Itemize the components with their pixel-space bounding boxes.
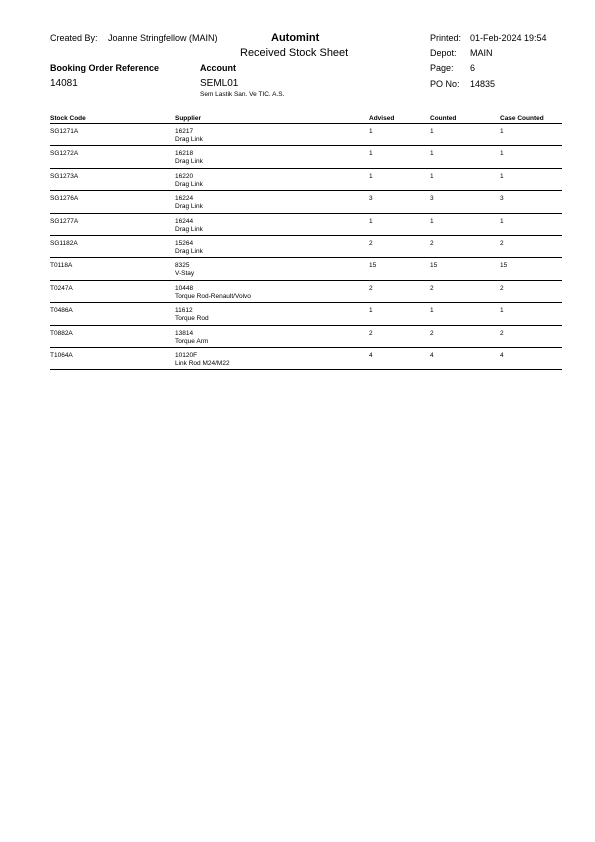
case-counted-qty: 1 <box>500 217 504 225</box>
booking-label: Booking Order Reference <box>50 63 160 73</box>
description: Torque Rod-Renault/Volvo <box>175 292 251 300</box>
description: Drag Link <box>175 203 203 211</box>
advised-qty: 1 <box>369 217 373 225</box>
supplier-code: 16217 <box>175 128 194 135</box>
table-row <box>50 124 562 146</box>
created-by-value: Joanne Stringfellow (MAIN) <box>108 33 218 43</box>
table-row <box>50 303 562 325</box>
table-row <box>50 258 562 280</box>
description: Drag Link <box>175 180 203 188</box>
page-number: 6 <box>470 63 476 73</box>
advised-qty: 1 <box>369 128 373 135</box>
supplier-code: 11612 <box>175 307 193 315</box>
table-row <box>50 236 562 258</box>
counted-qty: 3 <box>430 195 434 203</box>
po-number: 14835 <box>470 79 496 89</box>
supplier-code: 15264 <box>175 239 194 247</box>
stock-code: SG1271A <box>50 128 79 135</box>
advised-qty: 4 <box>369 351 373 359</box>
supplier-code: 13814 <box>175 329 194 337</box>
description: Drag Link <box>175 136 203 143</box>
description: Drag Link <box>175 225 203 233</box>
case-counted-qty: 3 <box>500 195 504 203</box>
company-name: Automint <box>271 32 320 44</box>
stock-code: SG1276A <box>50 195 79 203</box>
table-row <box>50 214 562 236</box>
stock-code: SG1182A <box>50 239 78 247</box>
table-row <box>50 191 562 213</box>
column-case-counted: Case Counted <box>500 115 544 122</box>
case-counted-qty: 1 <box>500 307 504 315</box>
case-counted-qty: 2 <box>500 329 504 337</box>
table-row <box>50 281 562 303</box>
stock-table <box>0 124 595 370</box>
page-label: Page: <box>430 63 454 73</box>
stock-code: T1064A <box>50 351 73 359</box>
counted-qty: 1 <box>430 172 434 180</box>
advised-qty: 2 <box>369 239 373 247</box>
account-code: SEML01 <box>200 78 239 89</box>
description: V-Stay <box>175 270 195 278</box>
table-row <box>50 348 562 370</box>
counted-qty: 15 <box>430 262 438 270</box>
supplier-code: 8325 <box>175 262 190 270</box>
counted-qty: 1 <box>430 307 434 315</box>
advised-qty: 1 <box>369 307 373 315</box>
case-counted-qty: 2 <box>500 284 504 292</box>
case-counted-qty: 2 <box>500 239 504 247</box>
column-counted: Counted <box>430 115 457 122</box>
counted-qty: 2 <box>430 239 434 247</box>
advised-qty: 1 <box>369 172 373 180</box>
advised-qty: 2 <box>369 284 373 292</box>
description: Drag Link <box>175 247 203 255</box>
counted-qty: 1 <box>430 217 434 225</box>
description: Torque Rod <box>175 315 209 323</box>
case-counted-qty: 15 <box>500 262 508 270</box>
supplier-code: 16224 <box>175 195 194 203</box>
account-name: Sem Lastik San. Ve TIC. A.S. <box>200 91 285 98</box>
counted-qty: 2 <box>430 284 434 292</box>
case-counted-qty: 1 <box>500 150 504 158</box>
case-counted-qty: 4 <box>500 351 504 359</box>
advised-qty: 15 <box>369 262 377 270</box>
supplier-code: 16220 <box>175 172 194 180</box>
stock-code: SG1277A <box>50 217 79 225</box>
case-counted-qty: 1 <box>500 128 504 135</box>
advised-qty: 2 <box>369 329 373 337</box>
advised-qty: 3 <box>369 195 373 203</box>
stock-code: SG1272A <box>50 150 79 158</box>
po-label: PO No: <box>430 79 460 89</box>
stock-code: T0882A <box>50 329 73 337</box>
table-row <box>50 146 562 168</box>
counted-qty: 2 <box>430 329 434 337</box>
supplier-code: 10448 <box>175 284 194 292</box>
counted-qty: 4 <box>430 351 434 359</box>
stock-code: T0118A <box>50 262 73 270</box>
printed-label: Printed: <box>430 33 462 43</box>
counted-qty: 1 <box>430 150 434 158</box>
stock-code: SG1273A <box>50 172 79 180</box>
supplier-code: 16218 <box>175 150 194 158</box>
created-by-label: Created By: <box>50 33 98 43</box>
description: Drag Link <box>175 158 203 166</box>
case-counted-qty: 1 <box>500 172 504 180</box>
advised-qty: 1 <box>369 150 373 158</box>
table-row <box>50 326 562 348</box>
stock-code: T0247A <box>50 284 73 292</box>
column-stock-code: Stock Code <box>50 115 86 122</box>
column-advised: Advised <box>369 115 395 122</box>
stock-code: T0486A <box>50 307 73 315</box>
description: Torque Arm <box>175 337 209 345</box>
depot-label: Depot: <box>430 48 457 58</box>
counted-qty: 1 <box>430 128 434 135</box>
table-row <box>50 169 562 191</box>
description: Link Rod M24/M22 <box>175 359 230 367</box>
supplier-code: 16244 <box>175 217 194 225</box>
booking-reference: 14081 <box>50 78 78 89</box>
depot-value: MAIN <box>470 48 493 58</box>
supplier-code: 10120F <box>175 351 198 359</box>
page-title: Received Stock Sheet <box>240 47 349 59</box>
account-label: Account <box>200 63 236 73</box>
printed-value: 01-Feb-2024 19:54 <box>470 33 547 43</box>
column-supplier: Supplier <box>175 115 202 122</box>
